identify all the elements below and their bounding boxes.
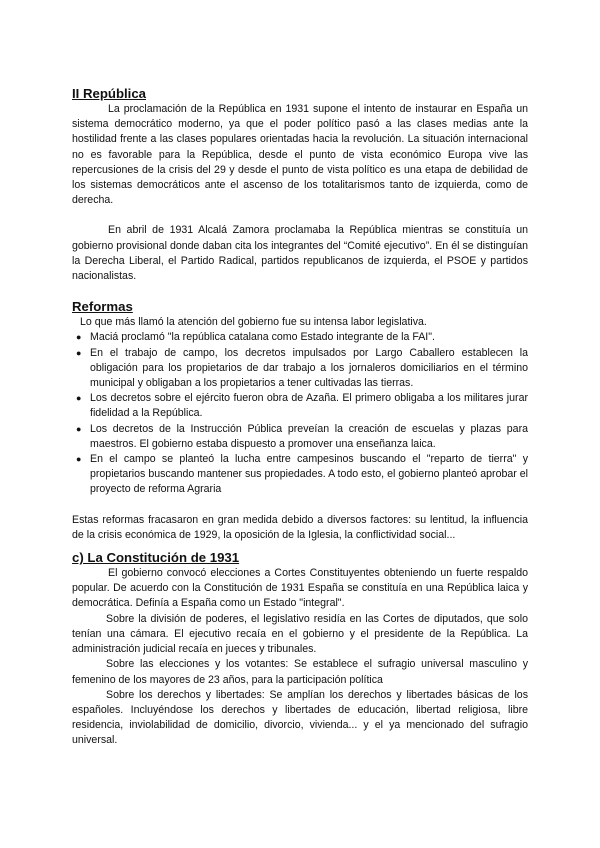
list-item [72, 391, 528, 421]
list-item [72, 330, 528, 345]
paragraph-reformas-fracaso: Estas reformas fracasaron en gran medida debido a diversos factores: su lentitud, la influencia de la crisis económica de 1929, la oposición de la Iglesia, la conflictividad social... [72, 513, 528, 541]
paragraph-derechos-libertades: Sobre los derechos y libertades: Se amplían los derechos y libertades básicas de los españoles. Incluyéndose los derechos y libertades de educación, libertad religiosa, libre residencia, inviolabilidad de domicilio, divorcio, vivienda... y el ya mencionado del sufragio universal. [72, 688, 528, 747]
section-reformas [72, 299, 528, 543]
section-constitucion-1931 [72, 550, 528, 748]
list-item [72, 452, 528, 498]
paragraph-elecciones-cortes: El gobierno convocó elecciones a Cortes Constituyentes obteniendo un fuerte respaldo popular. De acuerdo con la Constitución de 1931 España se constituía en una República laica y democrática. Definía a España como un Estado "integral". [72, 567, 528, 610]
paragraph-sufragio: Sobre las elecciones y los votantes: Se establece el sufragio universal masculino y femenino de los mayores de 23 años, para la participación política [72, 658, 528, 686]
paragraph-reformas-intro: Lo que más llamó la atención del gobierno fue su intensa labor legislativa. [80, 316, 427, 329]
bullet-icon: ● [76, 454, 82, 465]
list-item [72, 346, 528, 392]
list-item [72, 422, 528, 452]
paragraph-gobierno-provisional: En abril de 1931 Alcalá Zamora proclamaba la República mientras se constituía un gobierno provisional donde daban cita los integrantes del “Comité ejecutivo”. En él se distinguían la Derecha Liberal, el Partido Radical, partidos republicanos de izquierda, el PSOE y partidos nacionalistas. [72, 224, 528, 283]
list-item-text: Maciá proclamó "la república catalana como Estado integrante de la FAI". [90, 331, 435, 344]
reformas-list [72, 330, 528, 497]
bullet-icon: ● [76, 423, 82, 434]
section-heading-ii-republica: II República [72, 86, 147, 101]
list-item-text: En el trabajo de campo, los decretos impulsados por Largo Caballero establecen la obligación para los propietarios de dar trabajo a los jornaleros domiciliarios en el término municipal y obligaban a los propietarios a tener cultivadas las tierras. [90, 346, 528, 390]
bullet-icon: ● [76, 393, 82, 404]
paragraph-division-poderes: Sobre la división de poderes, el legislativo residía en las Cortes de diputados, que solo tenían una cámara. El ejecutivo recaía en el gobierno y el presidente de la República. La administración judicial recaía en jueces y tribunales. [72, 612, 528, 656]
list-item-text: En el campo se planteó la lucha entre campesinos buscando el "reparto de tierra" y propietarios buscando mantener sus propiedades. A todo esto, el gobierno planteó aprobar el proyecto de reforma Agraria [90, 453, 528, 496]
bullet-icon: ● [76, 347, 82, 358]
section-heading-reformas: Reformas [72, 299, 133, 315]
document-page [72, 86, 528, 749]
list-item-text: Los decretos de la Instrucción Pública preveían la creación de escuelas y plazas para maestros. El gobierno estaba dispuesto a promover una enseñanza laica. [90, 422, 528, 450]
list-item-text: Los decretos sobre el ejército fueron obra de Azaña. El primero obligaba a los militares jurar fidelidad a la República. [90, 392, 528, 420]
section-segunda-republica [72, 86, 528, 284]
bullet-icon: ● [76, 332, 82, 343]
paragraph-proclamacion: La proclamación de la República en 1931 supone el intento de instaurar en España un sistema democrático moderno, ya que el poder político pasó a las clases medias ante la hostilidad frente a las clases populares orientadas hacia la revolución. La situación internacional no es favorable para la República, desde el punto de vista económico Europa vive las repercusiones de la crisis del 29 y desde el punto de vista político es una etapa de debilidad de los sistemas democráticos ante el ascenso de los totalitarismos tanto de izquierda, como de derecha. [72, 103, 528, 207]
section-heading-constitucion: c) La Constitución de 1931 [72, 550, 240, 566]
